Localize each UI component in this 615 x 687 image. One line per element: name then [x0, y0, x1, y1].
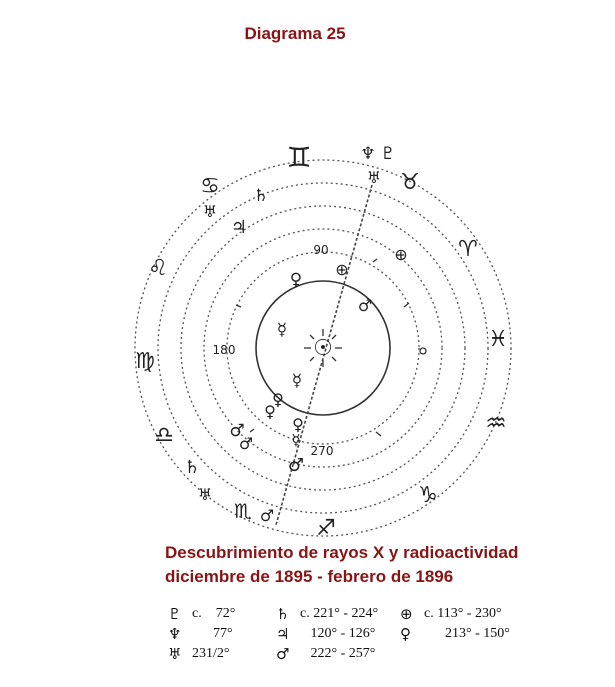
legend-value: 222° - 257°	[300, 646, 376, 661]
neptune-icon: ♆	[168, 625, 182, 643]
legend-row	[168, 604, 510, 624]
sign-libra: ♎	[154, 423, 174, 448]
legend-value: 77°	[192, 626, 233, 641]
sign-taurus: ♉	[400, 170, 420, 195]
earth-glyph-b: ♂	[357, 296, 373, 315]
sign-scorpio: ♏	[234, 499, 252, 523]
tick-mark	[404, 303, 409, 307]
legend-value: c. 113° - 230°	[424, 606, 502, 621]
pluto-icon: ♇	[168, 605, 182, 623]
legend-value: c. 221° - 224°	[300, 606, 379, 621]
mars-icon: ♂	[276, 645, 290, 663]
sign-virgo: ♍	[135, 349, 155, 374]
saturn-glyph-lower: ♄	[183, 457, 201, 478]
degree-label-90: 90	[313, 243, 329, 257]
earth-glyph-c: ♂	[287, 455, 305, 476]
mercury-glyph-b: ☿	[291, 371, 303, 391]
venus-glyph-c: ♀	[264, 402, 276, 421]
sign-gemini: ♊	[286, 141, 312, 174]
legend-value: 231/2°	[192, 646, 230, 661]
degree-label-270: 270	[310, 444, 334, 458]
sign-leo: ♌	[148, 256, 168, 281]
node-marker	[420, 348, 426, 354]
venus-glyph-d: ♀	[292, 415, 304, 434]
venus-glyph-b: ♀	[272, 390, 284, 409]
sun-symbol: ☉	[313, 336, 333, 361]
mars-glyph-c: ♂	[259, 506, 275, 525]
legend-row	[168, 644, 510, 664]
tick-mark	[373, 259, 377, 262]
caption-line-1: Descubrimiento de rayos X y radioactividad	[165, 543, 519, 562]
uranus-glyph-outer: ♅	[202, 202, 218, 221]
sign-capricorn: ♑	[418, 483, 438, 508]
uranus-glyph: ♅	[366, 168, 382, 187]
legend-value: 120° - 126°	[300, 626, 376, 641]
tick-mark	[250, 429, 254, 432]
diagram-title: Diagrama 25	[244, 24, 346, 43]
neptune-glyph: ♆	[360, 144, 376, 164]
earth-glyph-a: ⊕	[335, 260, 349, 279]
mercury-glyph-a: ☿	[276, 320, 288, 340]
sign-pisces: ♓	[488, 327, 508, 352]
jupiter-glyph: ♃	[230, 217, 248, 238]
position-legend	[168, 604, 510, 664]
saturn-icon: ♄	[276, 605, 290, 623]
caption-line-2: diciembre de 1895 - febrero de 1896	[165, 567, 454, 586]
sign-aries: ♈	[458, 237, 478, 262]
saturn-glyph-outer: ♄	[253, 186, 269, 206]
legend-value: 213° - 150°	[424, 626, 510, 641]
degree-label-180: 180	[212, 343, 236, 357]
jupiter-icon: ♃	[276, 625, 290, 643]
legend-row	[168, 624, 510, 644]
venus-icon: ♀	[400, 625, 411, 643]
uranus-icon: ♅	[168, 645, 182, 663]
venus-glyph-a: ♀	[289, 270, 303, 290]
legend-value: c. 72°	[192, 606, 236, 621]
sign-aquarius: ♒	[485, 409, 507, 437]
tick-mark	[236, 305, 241, 307]
pluto-glyph: ♇	[380, 144, 396, 164]
earth-icon: ⊕	[400, 605, 413, 623]
mars-glyph-a: ♂	[229, 421, 245, 441]
sign-cancer: ♋	[200, 174, 220, 199]
tick-mark	[376, 432, 381, 436]
heliocentric-chart	[100, 125, 530, 545]
mars-glyph-b: ♂	[238, 434, 254, 453]
sign-sagittarius: ♐	[316, 516, 336, 541]
uranus-glyph-lower: ♅	[197, 485, 213, 504]
moon-glyph-a: ⊕	[394, 245, 408, 264]
mercury-glyph-c: ☿	[291, 431, 301, 449]
